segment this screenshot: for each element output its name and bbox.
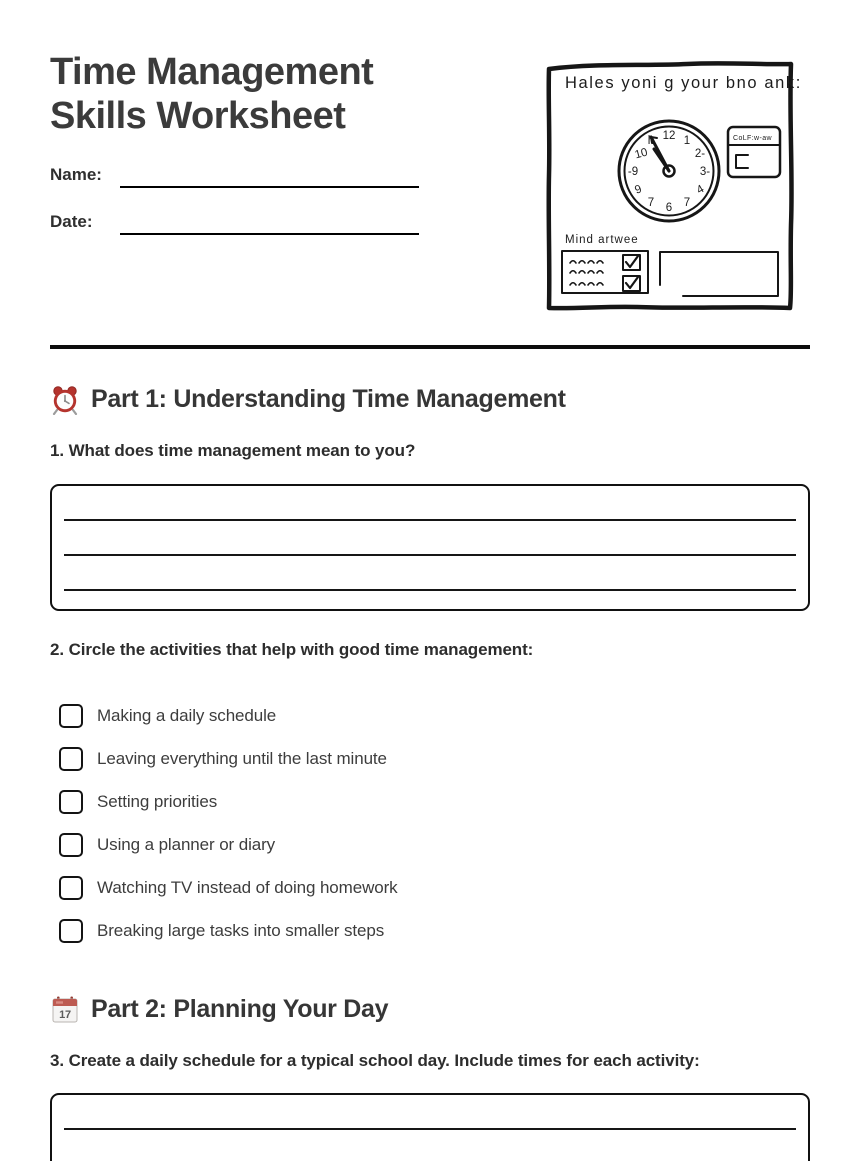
svg-text:7: 7 bbox=[647, 197, 655, 209]
doodle-clock-hands bbox=[651, 137, 675, 177]
page-title bbox=[50, 0, 520, 139]
checkbox-watching-tv-instead-of-homework[interactable] bbox=[59, 876, 83, 900]
calendar-icon bbox=[50, 995, 80, 1025]
svg-text:9: 9 bbox=[633, 183, 644, 197]
page-title-line1: Time Management bbox=[50, 51, 374, 93]
svg-text:h: h bbox=[647, 135, 655, 147]
checklist-item-label: Using a planner or diary bbox=[97, 834, 276, 854]
part2-heading-text: Part 2: Planning Your Day bbox=[91, 995, 389, 1024]
question-3: 3. Create a daily schedule for a typical school day. Include times for each activity: bbox=[50, 1050, 700, 1070]
checkbox-using-a-planner-or-diary[interactable] bbox=[59, 833, 83, 857]
svg-text:3-: 3- bbox=[699, 166, 711, 178]
svg-text:6: 6 bbox=[665, 202, 673, 214]
svg-text:2-: 2- bbox=[694, 148, 706, 160]
checkbox-breaking-large-tasks[interactable] bbox=[59, 919, 83, 943]
doodle-mini-calendar-text: CoLF:w-aw bbox=[733, 135, 772, 142]
checklist-item bbox=[59, 833, 810, 857]
checkbox-leaving-everything-until-last-minute[interactable] bbox=[59, 747, 83, 771]
name-input-line[interactable] bbox=[120, 167, 419, 188]
question-2: 2. Circle the activities that help with good time management: bbox=[50, 639, 534, 659]
date-input-line[interactable] bbox=[120, 214, 419, 235]
svg-text:-9: -9 bbox=[627, 166, 639, 178]
doodle-empty-panel bbox=[660, 252, 778, 296]
writing-line bbox=[64, 589, 796, 591]
svg-text:1: 1 bbox=[683, 135, 691, 147]
doodle-note-label: Mind artwee bbox=[565, 234, 639, 246]
part1-heading bbox=[50, 385, 810, 415]
worksheet-doodle-illustration bbox=[537, 55, 803, 318]
writing-line bbox=[64, 519, 796, 521]
writing-line bbox=[64, 1128, 796, 1130]
doodle-clock bbox=[619, 121, 719, 221]
svg-text:7: 7 bbox=[683, 197, 691, 209]
part2-heading bbox=[50, 995, 810, 1025]
doodle-frame bbox=[549, 63, 792, 308]
checklist-item-label: Setting priorities bbox=[97, 791, 218, 811]
doodle-checklist bbox=[562, 251, 648, 293]
calendar-icon-day: 17 bbox=[59, 1008, 71, 1021]
question-1: 1. What does time management mean to you? bbox=[50, 440, 416, 460]
checklist-item bbox=[59, 790, 810, 814]
doodle-caption: Hales yoni g your bno ank: bbox=[565, 74, 802, 92]
checkbox-setting-priorities[interactable] bbox=[59, 790, 83, 814]
checklist-item-label: Leaving everything until the last minute bbox=[97, 748, 387, 768]
date-label: Date: bbox=[50, 211, 93, 231]
checkbox-making-a-daily-schedule[interactable] bbox=[59, 704, 83, 728]
writing-line bbox=[64, 554, 796, 556]
part1-heading-text: Part 1: Understanding Time Management bbox=[91, 385, 566, 414]
page-title-line2: Skills Worksheet bbox=[50, 95, 346, 138]
checklist-item-label: Making a daily schedule bbox=[97, 705, 277, 725]
checklist-item bbox=[59, 747, 810, 771]
doodle-mini-calendar bbox=[728, 127, 780, 177]
header bbox=[50, 0, 810, 246]
svg-text:10: 10 bbox=[633, 146, 649, 162]
svg-text:12: 12 bbox=[662, 130, 676, 142]
checklist-item bbox=[59, 876, 810, 900]
checklist-item bbox=[59, 919, 810, 943]
answer-box-q3[interactable] bbox=[50, 1093, 810, 1161]
section-divider bbox=[50, 345, 810, 349]
alarm-clock-icon bbox=[50, 385, 80, 415]
svg-text:4: 4 bbox=[694, 183, 707, 197]
name-label: Name: bbox=[50, 164, 102, 184]
checklist-item bbox=[59, 704, 810, 728]
checklist-item-label: Watching TV instead of doing homework bbox=[97, 877, 398, 897]
activity-checklist bbox=[59, 704, 810, 943]
answer-box-q1[interactable] bbox=[50, 484, 810, 611]
checklist-item-label: Breaking large tasks into smaller steps bbox=[97, 920, 385, 940]
